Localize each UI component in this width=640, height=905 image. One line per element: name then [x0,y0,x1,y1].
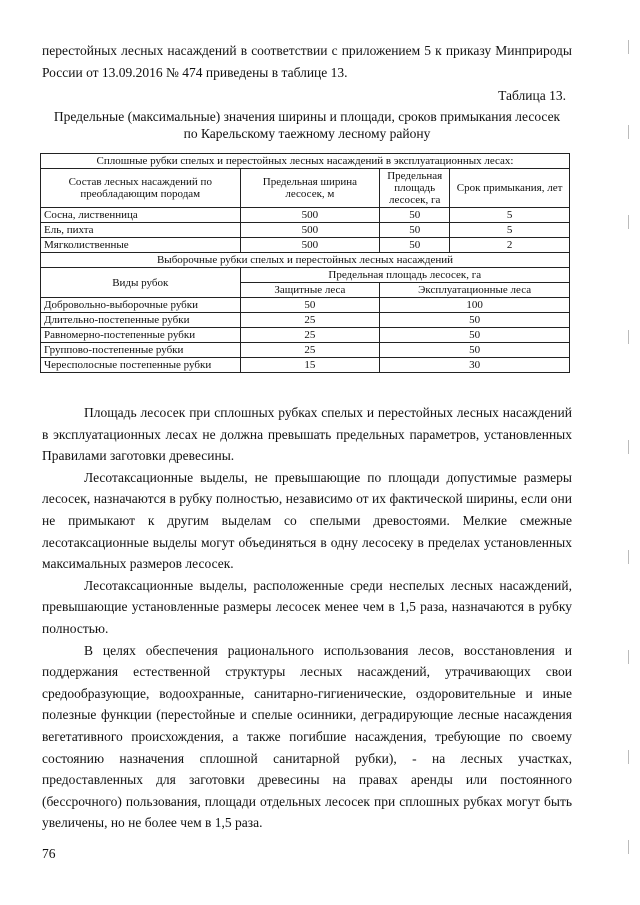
row-term: 2 [450,238,570,253]
row-name: Чересполосные постепенные рубки [41,358,241,373]
scan-mark [628,750,632,764]
row-protective: 25 [240,328,380,343]
row-exploit: 50 [380,313,570,328]
row-width: 500 [240,208,380,223]
table-section-header [41,253,570,268]
paragraph: Лесотаксационные выделы, расположенные среди неспелых лесных насаждений, превышающие установленные размеры лесосек менее чем в 1,5 раза, назначаются в рубку полностью. [42,577,572,636]
row-name: Добровольно-выборочные рубки [41,298,241,313]
intro-text [42,40,572,84]
row-protective: 25 [240,313,380,328]
table-row [41,223,570,238]
row-name: Ель, пихта [41,223,241,238]
header-composition: Состав лесных насаждений по преобладающим породам [41,169,241,208]
table-header-row [41,268,570,283]
section1-title: Сплошные рубки спелых и перестойных лесных насаждений в эксплуатационных лесах: [41,154,570,169]
scan-mark [628,440,632,454]
table-row [41,298,570,313]
header-types: Виды рубок [41,268,241,298]
row-area: 50 [380,238,450,253]
row-name: Равномерно-постепенные рубки [41,328,241,343]
table-row [41,358,570,373]
row-width: 500 [240,238,380,253]
caption-line-1: Предельные (максимальные) значения ширины и площади, сроков примыкания лесосек [53,109,561,124]
table-row [41,343,570,358]
row-width: 500 [240,223,380,238]
header-protective: Защитные леса [240,283,380,298]
header-max-area: Предельная площадь лесосек, га [240,268,569,283]
section2-title: Выборочные рубки спелых и перестойных лесных насаждений [41,253,570,268]
scan-mark [628,840,632,854]
header-term: Срок примыкания, лет [450,169,570,208]
header-area: Предельная площадь лесосек, га [380,169,450,208]
scan-margin-marks [626,30,632,890]
paragraph: В целях обеспечения рационального использования лесов, восстановления и поддержания естественной структуры лесных насаждений, утрачивающих свои средообразующие, водоохранные, санитарно-гигиенические, оздоровительные и иные полезные функции (перестойные и спелые осинники, деградирующие лесные насаждения вегетативного происхождения, а также погибшие насаждения, требующие по своему состоянию назначения сплошной санитарной рубки), - на лесных участках, предоставленных для заготовки древесины на правах аренды или постоянного (бессрочного) пользования, площади отдельных лесосек при сплошных рубках могут быть увеличены, но не более чем в 1,5 раза. [42,642,572,831]
row-exploit: 100 [380,298,570,313]
row-protective: 15 [240,358,380,373]
scan-mark [628,650,632,664]
limits-table [40,153,570,373]
row-exploit: 50 [380,343,570,358]
paragraph: Площадь лесосек при сплошных рубках спелых и перестойных лесных насаждений в эксплуатационных лесах не должна превышать предельных параметров, установленных Правилами заготовки древесины. [42,405,572,464]
table-row [41,238,570,253]
paragraph: Лесотаксационные выделы, не превышающие по площади допустимые размеры лесосек, назначаются в рубку полностью, независимо от их фактической ширины, если они не примыкают к другим выделам со спелыми древостоями. Мелкие смежные лесотаксационные выделы могут объединяться в одну лесосеку в пределах установленных максимальных размеров лесосек. [42,469,572,572]
header-exploit: Эксплуатационные леса [380,283,570,298]
intro-paragraph: перестойных лесных насаждений в соответствии с приложением 5 к приказу Минприроды России от 13.09.2016 № 474 приведены в таблице 13. [42,43,572,80]
scan-mark [628,40,632,54]
row-area: 50 [380,208,450,223]
table-section-header [41,154,570,169]
table-label: Таблица 13. [498,88,566,103]
caption-line-2: по Карельскому таежному лесному району [183,126,431,141]
table-row [41,328,570,343]
scan-mark [628,125,632,139]
table-caption [42,108,572,142]
scan-mark [628,330,632,344]
table-header-row [41,169,570,208]
body-text [42,402,572,834]
row-term: 5 [450,223,570,238]
table-row [41,208,570,223]
row-term: 5 [450,208,570,223]
row-exploit: 50 [380,328,570,343]
row-protective: 50 [240,298,380,313]
scan-mark [628,550,632,564]
row-name: Группово-постепенные рубки [41,343,241,358]
row-exploit: 30 [380,358,570,373]
page-number: 76 [42,846,56,861]
row-name: Мягколиственные [41,238,241,253]
row-name: Сосна, лиственница [41,208,241,223]
row-name: Длительно-постепенные рубки [41,313,241,328]
scan-mark [628,215,632,229]
table-row [41,313,570,328]
row-protective: 25 [240,343,380,358]
header-width: Предельная ширина лесосек, м [240,169,380,208]
row-area: 50 [380,223,450,238]
